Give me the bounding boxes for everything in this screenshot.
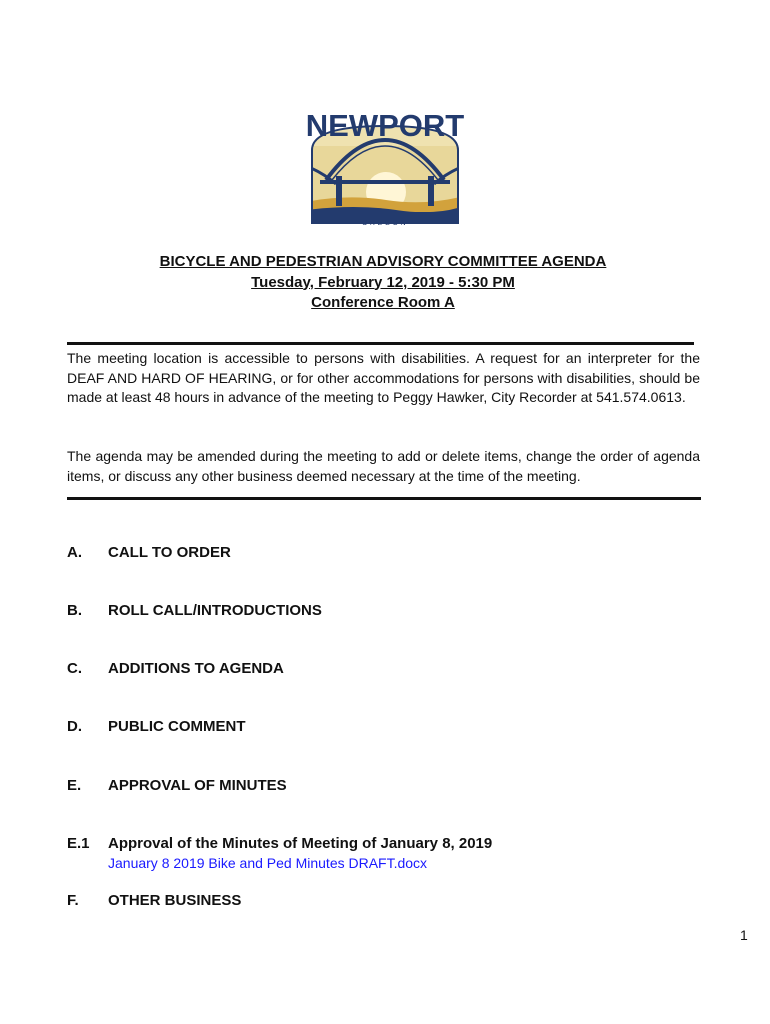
agenda-item-label: ADDITIONS TO AGENDA xyxy=(108,660,284,677)
agenda-item-label: Approval of the Minutes of Meeting of January 8, 2019 xyxy=(108,835,493,852)
agenda-item-letter: E. xyxy=(67,777,82,794)
meeting-location: Conference Room A xyxy=(311,294,455,311)
agenda-item-letter: C. xyxy=(67,660,82,677)
agenda-item-label: ROLL CALL/INTRODUCTIONS xyxy=(108,602,322,619)
meeting-datetime: Tuesday, February 12, 2019 - 5:30 PM xyxy=(251,273,515,291)
agenda-item-letter: A. xyxy=(67,544,82,561)
bottom-divider xyxy=(67,497,701,500)
page-number: 1 xyxy=(740,927,748,943)
agenda-item-letter: B. xyxy=(67,602,82,619)
agenda-item-e1 xyxy=(67,835,492,853)
logo-subtitle: OREGON xyxy=(361,220,409,227)
newport-bridge-logo-graphic xyxy=(306,106,464,228)
agenda-item-b xyxy=(67,602,322,620)
agenda-item-letter: E.1 xyxy=(67,835,90,852)
agenda-header xyxy=(0,252,766,314)
logo-wordmark: NEWPORT xyxy=(306,108,464,143)
agenda-item-letter: F. xyxy=(67,892,79,909)
top-divider xyxy=(67,342,694,345)
amendment-notice: The agenda may be amended during the meeting to add or delete items, change the order of agenda items, or discuss any other business deemed necessary at the time of the meeting. xyxy=(67,448,700,484)
agenda-item-letter: D. xyxy=(67,718,82,735)
agenda-item-label: PUBLIC COMMENT xyxy=(108,718,246,735)
agenda-item-c xyxy=(67,660,284,678)
agenda-item-e xyxy=(67,777,287,795)
newport-oregon-logo xyxy=(306,106,464,228)
agenda-item-label: CALL TO ORDER xyxy=(108,544,231,561)
agenda-title: BICYCLE AND PEDESTRIAN ADVISORY COMMITTEE AGENDA xyxy=(159,253,607,270)
agenda-item-f xyxy=(67,892,241,910)
accessibility-notice: The meeting location is accessible to persons with disabilities. A request for an interpreter for the DEAF AND HARD OF HEARING, or for other accommodations for persons with disabilities, should be made at least 48 hours in advance of the meeting to Peggy Hawker, City Recorder at 541.574.0613. xyxy=(67,350,700,405)
agenda-item-label: APPROVAL OF MINUTES xyxy=(108,777,287,794)
agenda-item-a xyxy=(67,544,231,562)
agenda-item-d xyxy=(67,718,246,736)
minutes-draft-link[interactable]: January 8 2019 Bike and Ped Minutes DRAFT.docx xyxy=(108,855,428,871)
agenda-item-label: OTHER BUSINESS xyxy=(108,892,242,909)
